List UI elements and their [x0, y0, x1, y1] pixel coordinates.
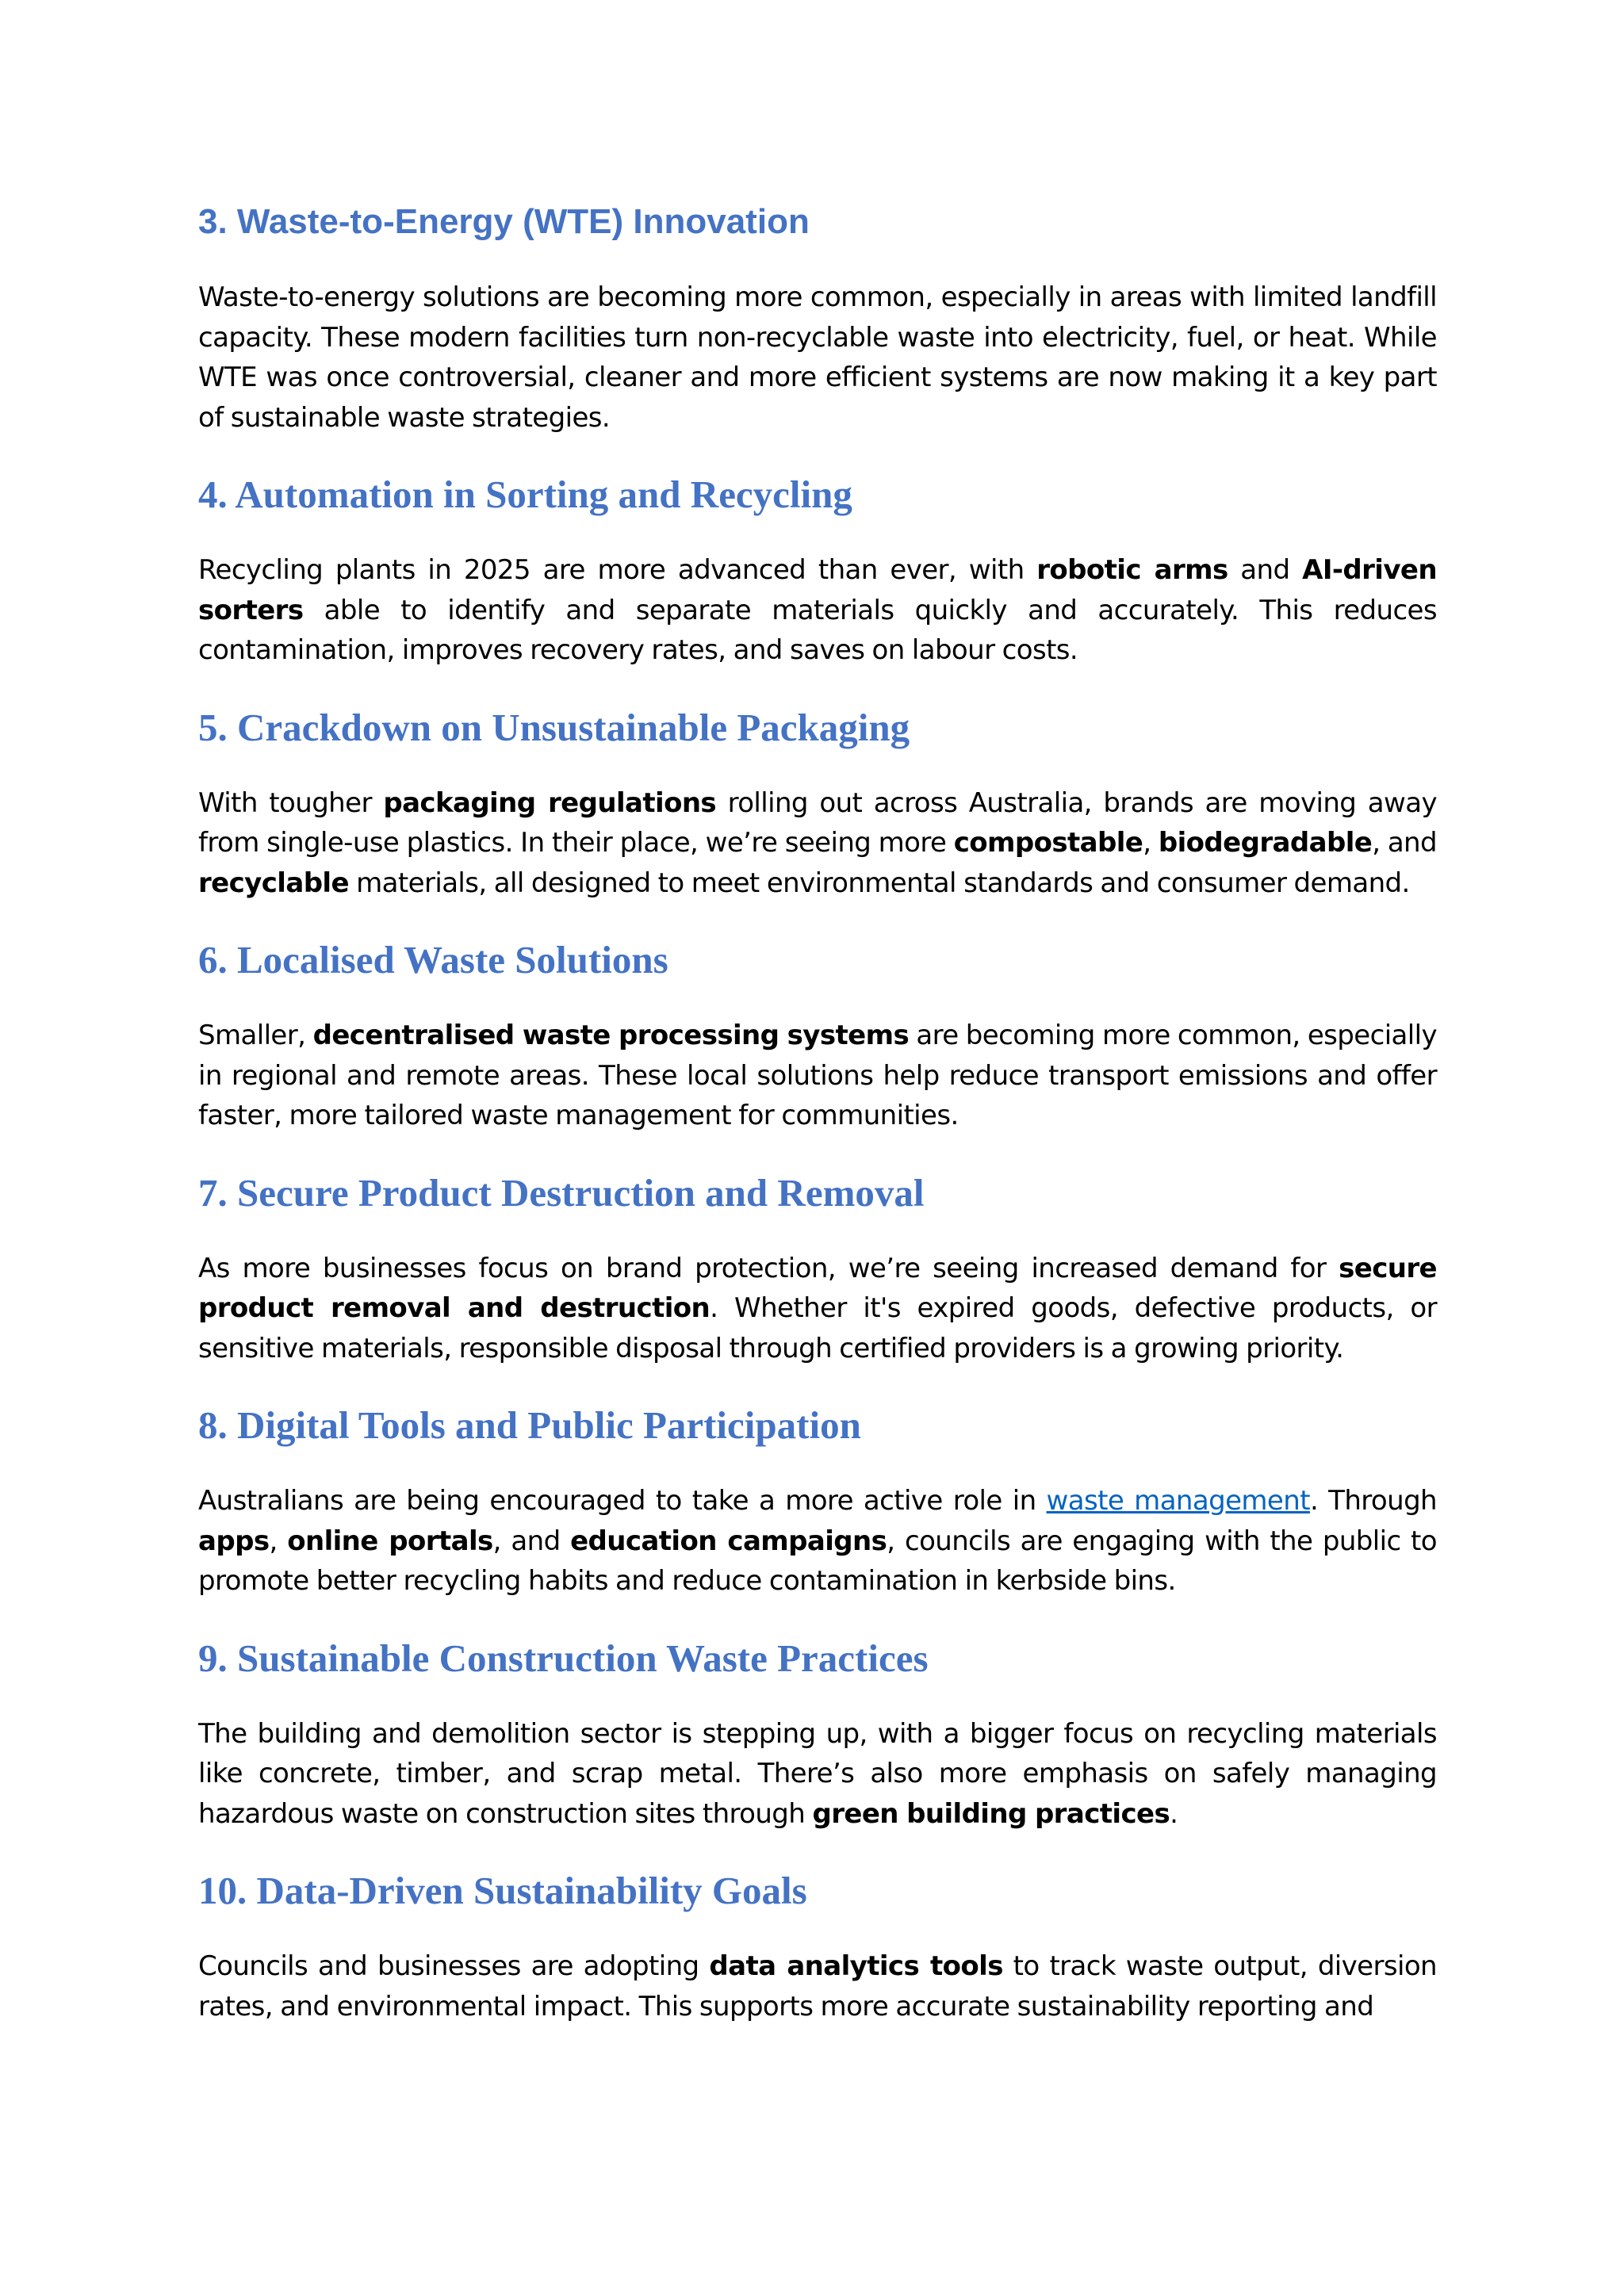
paragraph-text: , — [1143, 827, 1159, 859]
paragraph-text: , and — [492, 1525, 571, 1557]
section-paragraph-automation — [198, 550, 1437, 671]
section-heading-digital-tools: 8. Digital Tools and Public Participation — [198, 1403, 861, 1447]
paragraph-text: Smaller, — [198, 1020, 313, 1051]
bold-text: compostable — [953, 827, 1143, 859]
bold-text: decentralised waste processing systems — [312, 1020, 910, 1051]
paragraph-text: . — [1170, 1797, 1178, 1830]
section-heading-localised: 6. Localised Waste Solutions — [198, 938, 668, 982]
paragraph-text: able to identify and separate materials quickly and accurately. This reduces contamination, improves recovery rates, and saves on labour costs. — [198, 594, 1437, 666]
waste-management-link[interactable]: waste management — [1046, 1485, 1310, 1517]
section-paragraph-data-driven — [198, 1946, 1437, 2026]
document-page — [198, 198, 1437, 2060]
paragraph-text: rolling out across Australia, brands are moving away from single-use plastics. In their place, we’re seeing more — [198, 786, 1437, 859]
paragraph-text: Waste-to-energy solutions are becoming more common, especially in areas with limited landfill capacity. These modern facilities turn non-recyclable waste into electricity, fuel, or heat. While WTE was once controversial, cleaner and more efficient systems are now making it a key part of sustainable waste strategies. — [198, 281, 1437, 434]
paragraph-text: Australians are being encouraged to take a more active role in — [198, 1485, 1047, 1517]
bold-text: secure product removal and destruction — [198, 1252, 1437, 1324]
bold-text: green building practices — [812, 1797, 1170, 1830]
paragraph-text: With tougher — [198, 786, 384, 819]
section-paragraph-localised — [198, 1016, 1437, 1136]
paragraph-text: As more businesses focus on brand protection, we’re seeing increased demand for — [198, 1252, 1339, 1284]
bold-text: biodegradable — [1158, 827, 1373, 859]
section-heading-data-driven: 10. Data-Driven Sustainability Goals — [198, 1869, 807, 1912]
section-paragraph-wte — [198, 277, 1437, 438]
paragraph-text: , and — [1372, 827, 1437, 859]
bold-text: packaging regulations — [383, 786, 717, 819]
section-heading-secure-destruction: 7. Secure Product Destruction and Removal — [198, 1170, 925, 1215]
section-paragraph-packaging — [198, 783, 1437, 904]
section-heading-construction: 9. Sustainable Construction Waste Practices — [198, 1636, 929, 1680]
section-heading-wte: 3. Waste-to-Energy (WTE) Innovation — [198, 202, 810, 241]
section-heading-automation: 4. Automation in Sorting and Recycling — [198, 473, 852, 516]
paragraph-text: The building and demolition sector is stepping up, with a bigger focus on recycling materials like concrete, timber, and scrap metal. There’s also more emphasis on safely managing hazardous waste on construction sites through — [198, 1717, 1437, 1830]
paragraph-text: Recycling plants in 2025 are more advanced than ever, with — [198, 554, 1037, 586]
paragraph-text: , councils are engaging with the public to promote better recycling habits and reduce contamination in kerbside bins. — [198, 1525, 1437, 1597]
paragraph-text: materials, all designed to meet environmental standards and consumer demand. — [348, 867, 1410, 899]
paragraph-text: . Through — [1309, 1485, 1438, 1517]
section-heading-packaging: 5. Crackdown on Unsustainable Packaging — [198, 705, 910, 749]
paragraph-text: Councils and businesses are adopting — [198, 1950, 710, 1982]
bold-text: data analytics tools — [709, 1950, 1003, 1982]
bold-text: recyclable — [198, 867, 349, 899]
bold-text: education campaigns — [570, 1525, 887, 1557]
paragraph-text: to track waste output, diversion rates, and environmental impact. This supports more accurate sustainability reporting and — [198, 1950, 1437, 2022]
paragraph-text: , — [269, 1525, 288, 1557]
section-paragraph-construction — [198, 1714, 1437, 1835]
bold-text: online portals — [287, 1525, 493, 1557]
paragraph-text: . Whether it's expired goods, defective products, or sensitive materials, responsible disposal through certified providers is a growing priority. — [198, 1292, 1438, 1364]
paragraph-text: are becoming more common, especially in regional and remote areas. These local solutions help reduce transport emissions and offer faster, more tailored waste management for communities. — [198, 1020, 1437, 1131]
section-paragraph-digital-tools — [198, 1481, 1437, 1601]
paragraph-text: and — [1228, 554, 1303, 586]
bold-text: apps — [198, 1525, 270, 1557]
section-paragraph-secure-destruction — [198, 1249, 1437, 1369]
bold-text: AI-driven sorters — [198, 554, 1437, 626]
bold-text: robotic arms — [1036, 554, 1228, 586]
